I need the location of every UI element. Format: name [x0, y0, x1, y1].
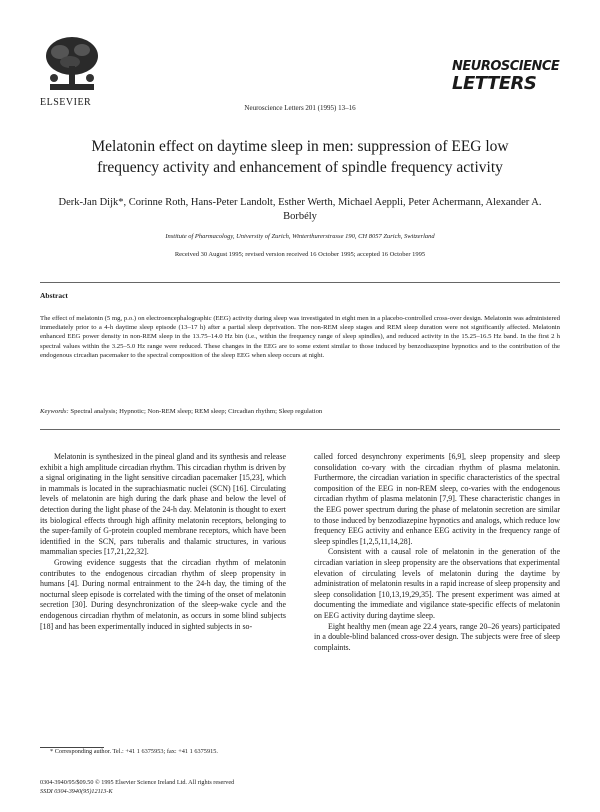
keywords-list: Spectral analysis; Hypnotic; Non-REM sleep; REM sleep; Circadian rhythm; Sleep regulation	[68, 408, 323, 415]
body-paragraph: Consistent with a causal role of melatonin in the generation of the circadian variation in sleep propensity are the observations that experimental elevation of circulating levels of melatonin during the daytime by administration of melatonin results in a rapid increase of sleep propensity and sleep consolidation [10,13,19,29,35]. The present experiment was aimed at documenting the immediate and vigilance state-specific effects of melatonin on EEG activity during daytime sleep.	[314, 547, 560, 620]
body-paragraph: Melatonin is synthesized in the pineal gland and its synthesis and release exhibit a high amplitude circadian rhythm. This circadian rhythm is driven by a signal originating in the light sensitive circadian pacemaker [15,23], which in mammals is located in the suprachiasmatic nuclei (SCN) [16]. Circulating levels of melatonin are high during the dark phase and below the level of detection during the light phase of the 24-h day. Melatonin is thought to exert its biological effects through high affinity melatonin receptors, belonging to the super-family of G-protein coupled membrane receptors, which have been identified in the SCN, pars tuberalis and thalamic structures, in various mammalian species [17,21,22,32].	[40, 452, 286, 557]
body-paragraph: Growing evidence suggests that the circadian rhythm of melatonin contributes to the endogenous circadian rhythm of sleep propensity in humans [4]. During normal entrainment to the 24-h day, the timing of the nocturnal sleep episode is correlated with the timing of the onset of melatonin secretion [30]. During desynchronization of the sleep-wake cycle and the endogenous circadian rhythm of melatonin, as occurs in some blind subjects [18] and has been experimentally induced in sighted subjects in so-	[40, 557, 286, 631]
footnote: * Corresponding author. Tel.: +41 1 6375953; fax: +41 1 6375915.	[50, 748, 218, 755]
article-title: Melatonin effect on daytime sleep in men: suppression of EEG low frequency activity and enhancement of spindle frequency activity	[91, 138, 509, 176]
body-paragraph: called forced desynchrony experiments [6,9], sleep propensity and sleep consolidation co-vary with the circadian rhythm of plasma melatonin. Furthermore, the circadian variation in specific characteristics of the spectral composition of the EEG in non-REM sleep, co-varies with the endogenous circadian rhythm of plasma melatonin [7,9]. These characteristic changes in the EEG power spectrum during the phase of melatonin secretion are similar to those induced by benzodiazepine hypnotics and analogs, which reduce low frequency EEG activity and enhance EEG activity in the frequency range of sleep spindles [1,2,5,11,14,28].	[314, 452, 560, 546]
keywords-label: Keywords:	[40, 408, 69, 415]
abstract-heading: Abstract	[40, 291, 68, 300]
copyright-line: 0304-3940/95/$09.50 © 1995 Elsevier Science Ireland Ltd. All rights reserved	[40, 779, 235, 786]
abstract-text: The effect of melatonin (5 mg, p.o.) on electroencephalographic (EEG) activity during sleep was investigated in eight men in a placebo-controlled cross-over design. Melatonin was administered immediately prior to a 4-h daytime sleep episode (13–17 h) after a partial sleep deprivation. The non-REM sleep stages and REM sleep duration were not significantly affected. Melatonin enhanced EEG power density in non-REM sleep in the 13.75–14.0 Hz bin (i.e., within the frequency range of sleep spindles), and reduced activity in the 15.25–16.5 Hz band. In the first 2 h spectral values within the 3.25–5.0 Hz range were reduced. These changes in the EEG are to some extent similar to those induced by benzodiazepine hypnotics and to the contribution of the endogenous circadian pacemaker to the spectral composition of the sleep EEG when sleep occurs at night.	[40, 315, 560, 359]
elsevier-tree-logo	[40, 34, 104, 96]
publisher-name: ELSEVIER	[40, 97, 92, 108]
journal-logo-line1: NEUROSCIENCE	[452, 59, 560, 74]
author-list: Derk-Jan Dijk*, Corinne Roth, Hans-Peter Landolt, Esther Werth, Michael Aeppli, Peter Achermann, Alexander A. Borbély	[58, 197, 542, 222]
journal-logo	[452, 58, 560, 98]
divider	[40, 429, 560, 430]
affiliation: Institute of Pharmacology, University of Zurich, Winterthurerstrasse 190, CH 8057 Zurich, Switzerland	[165, 233, 435, 240]
divider	[40, 282, 560, 283]
journal-citation: Neuroscience Letters 201 (1995) 13–16	[244, 104, 356, 112]
journal-logo-line2: LETTERS	[452, 73, 537, 94]
ssdi-line: SSDI 0304-3940(95)12113-K	[40, 788, 113, 795]
body-paragraph: Eight healthy men (mean age 22.4 years, range 20–26 years) participated in a double-blind balanced cross-over design. The subjects were free of sleep complaints.	[314, 621, 560, 652]
body-column-right	[314, 452, 560, 653]
body-column-left	[40, 452, 286, 632]
received-dates: Received 30 August 1995; revised version received 16 October 1995; accepted 16 October 1995	[174, 251, 426, 258]
keywords	[40, 407, 560, 416]
